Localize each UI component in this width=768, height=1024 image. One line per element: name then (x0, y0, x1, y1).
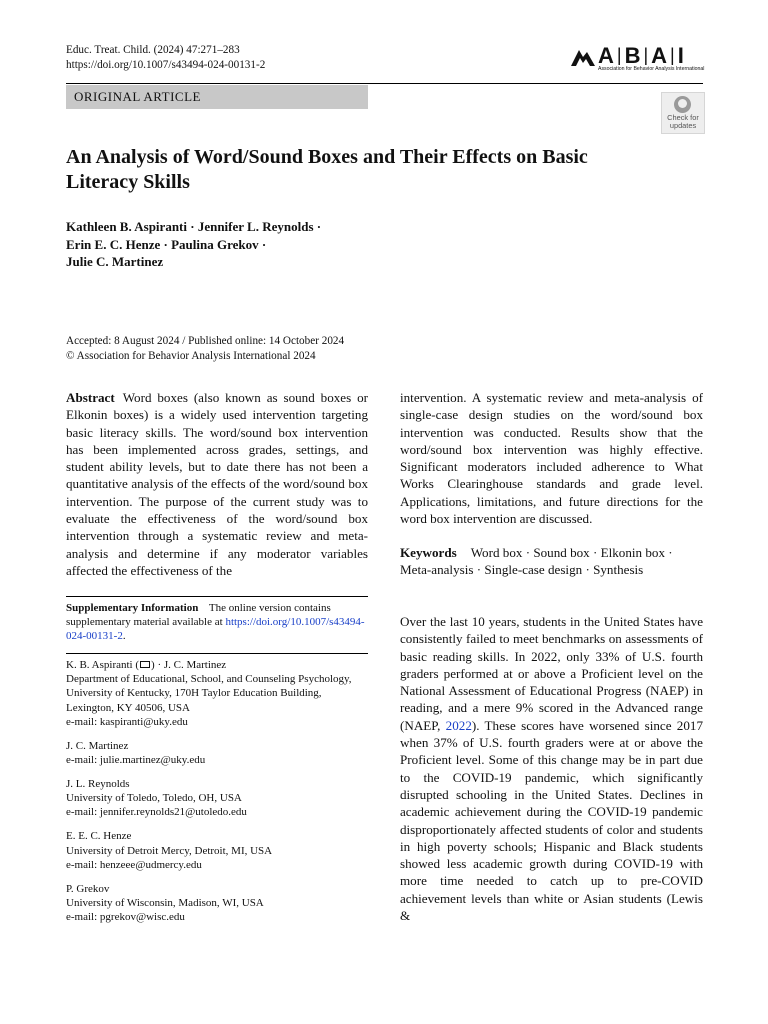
abstract-text: Word boxes (also known as sound boxes or Elkonin boxes) is a widely used intervention targeting basic literacy skills. The word/sound box intervention has been implemented across grades, settings, and student ability levels, but to date there has not been a quantitative analysis of the effects of the word/sound box intervention. The purpose of the current study was to evaluate the effectiveness of the word/sound box intervention through a systematic review and meta-analysis and determine if any moderator variables affected the effectiveness of the (66, 390, 368, 578)
check-updates-label: Check for updates (667, 113, 699, 130)
supplementary-link[interactable]: https://doi.org/10.1007/s43494-024-00131-2 (66, 616, 365, 643)
affiliation-name: E. E. C. Henze (66, 830, 132, 843)
keywords-section (400, 544, 703, 579)
header-rule (66, 83, 703, 84)
corresponding-author: K. B. Aspiranti ( (66, 659, 140, 671)
journal-reference: Educ. Treat. Child. (2024) 47:271–283 (66, 44, 240, 56)
publication-dates (66, 334, 344, 363)
affiliation-address: University of Toledo, Toledo, OH, USA (66, 792, 242, 805)
affiliation-entry (66, 777, 368, 820)
abstract-continued (400, 389, 703, 527)
intro-paragraph-continued: ). These scores have worsened since 2017 when 37% of U.S. fourth graders were at or above the Proficient level. Some of this change may be in part due to the COVID-19 pandemic, which significantly disrupted schooling in the United States. Declines in academic achievement during the COVID-19 pandemic disproportionately affected students of color and students in high poverty schools; Hispanic and Black students showed less academic growth during COVID-19 with more time needed to catch up to pre-COVID achievement levels than white or Asian students (Lewis & (400, 717, 703, 924)
affiliation-entry (66, 829, 368, 872)
citation-link[interactable]: 2022 (445, 717, 472, 733)
article-type-label: ORIGINAL ARTICLE (74, 89, 201, 104)
abai-logo (570, 44, 704, 76)
logo-letters: A |B |A |I (598, 43, 685, 68)
affiliation-name: P. Grekov (66, 882, 110, 895)
affiliations (66, 658, 368, 934)
author-line: Erin E. C. Henze · Paulina Grekov · (66, 236, 267, 252)
journal-header (66, 43, 265, 73)
abstract-text-continued: intervention. A systematic review and meta-analysis of single-case design studies on the word/sound box intervention was conducted. Results show that the word/sound box intervention was highly effective. Significant moderators included adherence to What Works Clearinghouse standards and grade level. Applications, limitations, and future directions for the word box intervention are discussed. (400, 390, 703, 527)
accepted-published-dates: Accepted: 8 August 2024 / Published online: 14 October 2024 (66, 335, 345, 347)
affiliation-email[interactable]: e-mail: pgrekov@wisc.edu (66, 911, 185, 924)
affiliation-address: Department of Educational, School, and Counseling Psychology, University of Kentucky, 170H Taylor Education Building, Lexington, KY 40506, USA (66, 673, 352, 714)
footnote-rule (66, 596, 368, 597)
affiliation-entry (66, 882, 368, 925)
affiliation-address: University of Wisconsin, Madison, WI, USA (66, 897, 264, 910)
check-updates-icon (674, 96, 691, 113)
affiliation-email[interactable]: e-mail: henzeee@udmercy.edu (66, 858, 202, 871)
supplementary-period: . (122, 630, 126, 643)
abai-logo-icon (570, 44, 596, 70)
affiliation-name: J. C. Martinez (66, 739, 129, 752)
affiliation-address: University of Detroit Mercy, Detroit, MI, USA (66, 844, 273, 857)
envelope-icon[interactable] (140, 661, 150, 668)
affiliation-email[interactable]: e-mail: julie.martinez@uky.edu (66, 754, 206, 767)
article-title: An Analysis of Word/Sound Boxes and Their Effects on Basic Literacy Skills (66, 146, 588, 193)
supplementary-label: Supplementary Information (66, 602, 199, 614)
affiliation-rule (66, 653, 368, 654)
supplementary-information (66, 601, 368, 644)
abstract-section (66, 389, 368, 579)
logo-tagline: Association for Behavior Analysis International (598, 66, 705, 72)
copyright-notice: © Association for Behavior Analysis International 2024 (66, 349, 316, 362)
affiliation-email[interactable]: e-mail: jennifer.reynolds21@utoledo.edu (66, 806, 247, 819)
keywords-label: Keywords (400, 545, 457, 560)
intro-paragraph: Over the last 10 years, students in the United States have consistently failed to meet benchmarks on assessments of basic reading skills. In 2022, only 33% of U.S. fourth graders performed at or above a Proficient level on the National Assessment of Educational Progress (NAEP) in reading, and a mere 9% scored in the Advanced range (NAEP, (400, 614, 703, 733)
supplementary-text: The online version contains supplementary material available at (66, 602, 331, 629)
author-line: Julie C. Martinez (66, 254, 164, 269)
check-for-updates-badge[interactable] (661, 92, 705, 134)
keywords-list: Word box · Sound box · Elkonin box · Meta-analysis · Single-case design · Synthesis (400, 545, 673, 578)
abstract-label: Abstract (66, 390, 115, 405)
affiliation-entry (66, 658, 368, 729)
co-author: ) · J. C. Martinez (151, 659, 227, 671)
affiliation-name: J. L. Reynolds (66, 778, 130, 791)
introduction-text (400, 613, 703, 924)
author-line: Kathleen B. Aspiranti · Jennifer L. Reynolds · (66, 219, 322, 234)
article-doi[interactable]: https://doi.org/10.1007/s43494-024-00131-2 (66, 59, 266, 71)
affiliation-entry (66, 739, 368, 767)
affiliation-email[interactable]: e-mail: kaspiranti@uky.edu (66, 715, 188, 728)
author-list (66, 218, 486, 271)
article-type-banner (66, 85, 368, 109)
